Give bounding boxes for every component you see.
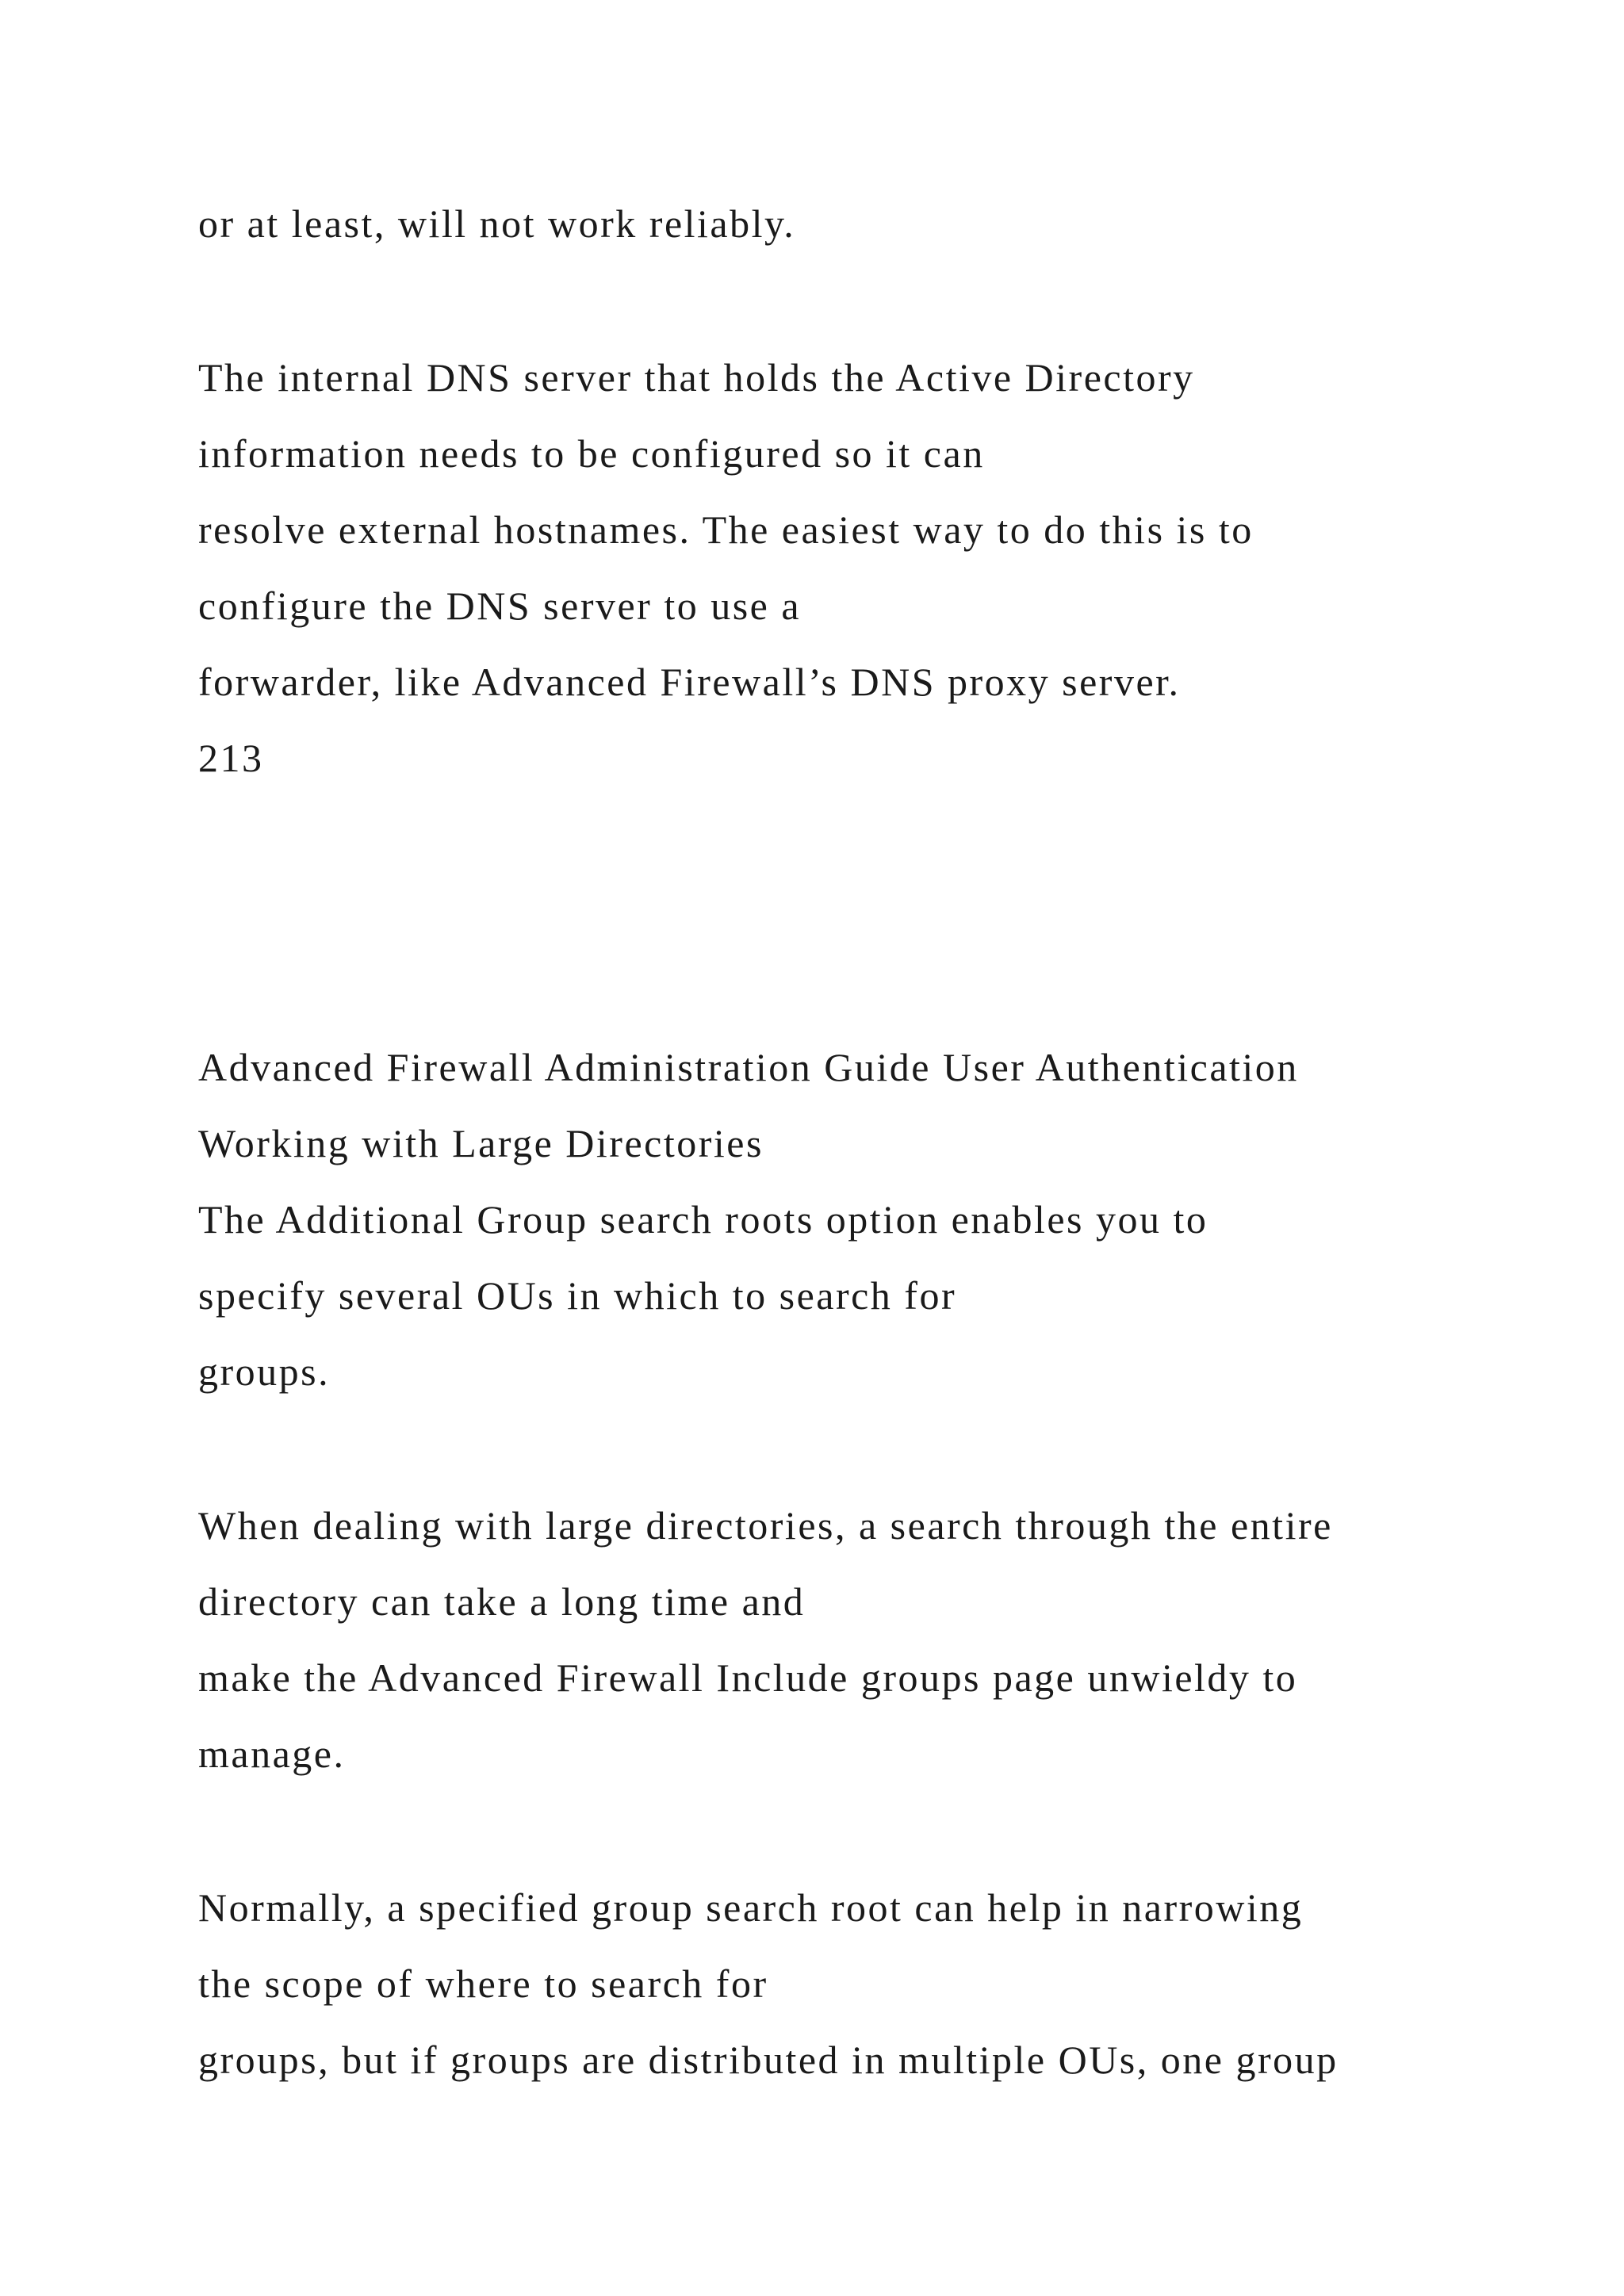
text-line: or at least, will not work reliably.: [198, 201, 796, 246]
text-line: groups, but if groups are distributed in multiple OUs, one group: [198, 2038, 1339, 2082]
text-line: Normally, a specified group search root can help in narrowing: [198, 1885, 1304, 1930]
text-line: resolve external hostnames. The easiest way to do this is to: [198, 507, 1254, 552]
section-heading: Working with Large Directories: [198, 1121, 764, 1165]
running-header: Advanced Firewall Administration Guide User Authentication: [198, 1045, 1299, 1089]
text-line: The internal DNS server that holds the Active Directory: [198, 355, 1195, 400]
text-line: The Additional Group search roots option enables you to: [198, 1197, 1208, 1242]
text-line: specify several OUs in which to search for: [198, 1273, 957, 1318]
text-line: manage.: [198, 1732, 346, 1776]
text-line: forwarder, like Advanced Firewall’s DNS proxy server.: [198, 660, 1181, 704]
text-line: information needs to be configured so it can: [198, 431, 985, 476]
text-line: directory can take a long time and: [198, 1579, 806, 1624]
text-line: the scope of where to search for: [198, 1961, 768, 2006]
text-line: groups.: [198, 1349, 331, 1394]
text-line: make the Advanced Firewall Include groups page unwieldy to: [198, 1655, 1298, 1700]
text-line: configure the DNS server to use a: [198, 584, 802, 628]
text-line: When dealing with large directories, a search through the entire: [198, 1503, 1333, 1548]
page-number: 213: [198, 736, 264, 780]
